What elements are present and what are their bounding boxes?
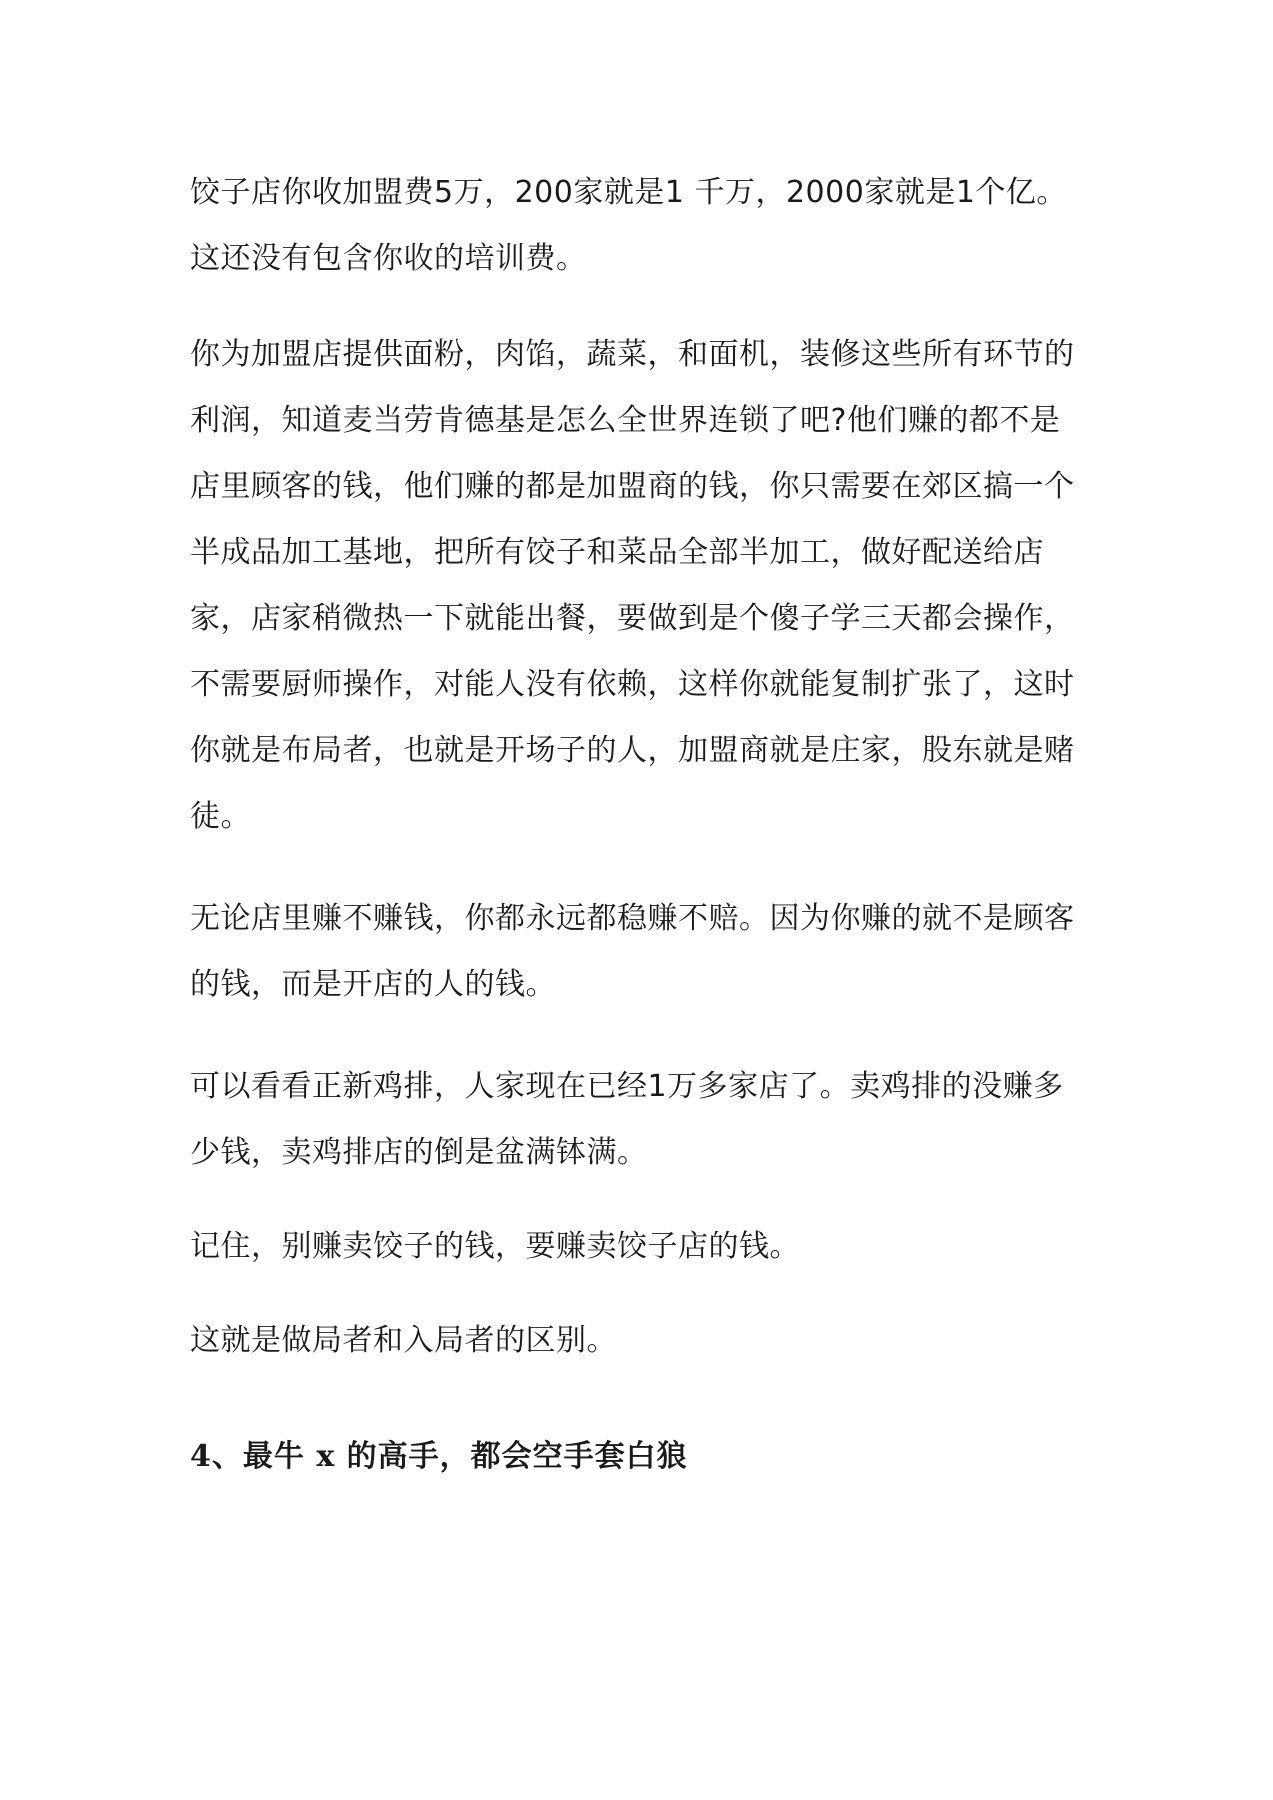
paragraph-franchise-fee: 饺子店你收加盟费5万，200家就是1 千万，2000家就是1个亿。这还没有包含你收的培训费。 [190, 175, 1067, 276]
document-body [190, 160, 1090, 1490]
paragraph-zhengxin-example: 可以看看正新鸡排，人家现在已经1万多家店了。卖鸡排的没赚多少钱，卖鸡排店的倒是盆满钵满。 [190, 1069, 1064, 1170]
paragraph-difference: 这就是做局者和入局者的区别。 [190, 1323, 617, 1358]
paragraph-remember: 记住，别赚卖饺子的钱，要赚卖饺子店的钱。 [190, 1229, 800, 1264]
paragraph-always-profit: 无论店里赚不赚钱，你都永远都稳赚不赔。因为你赚的就不是顾客的钱，而是开店的人的钱。 [190, 901, 1075, 1002]
section-heading: 4、最牛 x 的高手，都会空手套白狼 [190, 1439, 688, 1474]
paragraph-supply-chain: 你为加盟店提供面粉，肉馅，蔬菜，和面机，装修这些所有环节的利润，知道麦当劳肯德基是怎么全世界连锁了吧?他们赚的都不是店里顾客的钱，他们赚的都是加盟商的钱，你只需要在郊区搞一个半成品加工基地，把所有饺子和菜品全部半加工，做好配送给店家，店家稍微热一下就能出餐，要做到是个傻子学三天都会操作，不需要厨师操作，对能人没有依赖，这样你就能复制扩张了，这时你就是布局者，也就是开场子的人，加盟商就是庄家，股东就是赌徒。 [190, 337, 1075, 834]
